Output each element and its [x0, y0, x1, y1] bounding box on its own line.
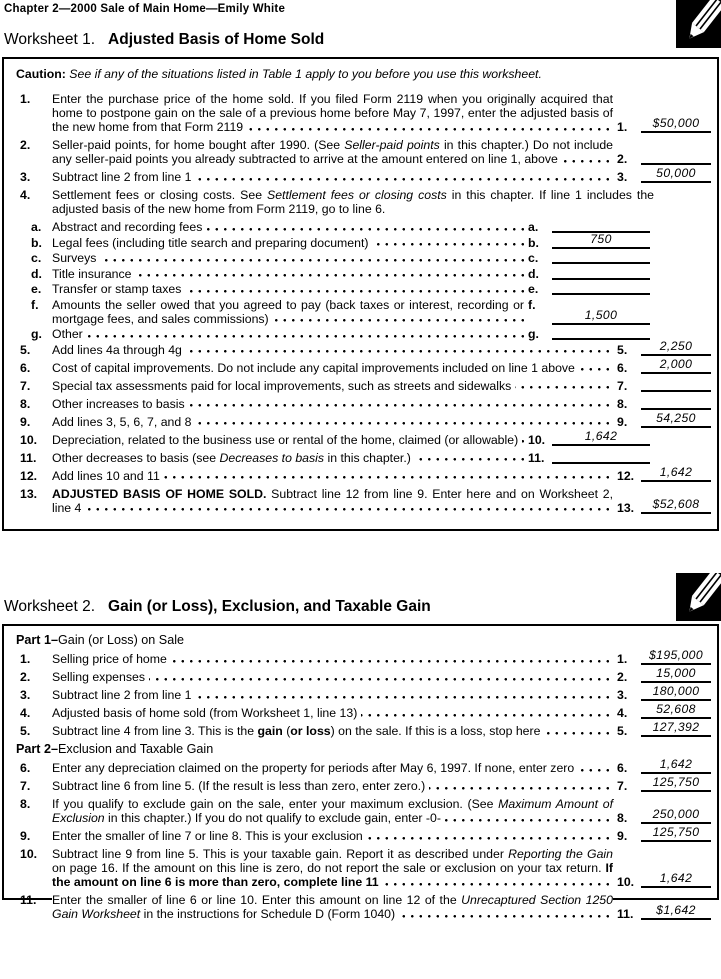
value-cell: [617, 166, 711, 184]
caution-note: [16, 67, 712, 82]
line-text: [52, 415, 195, 429]
line-number: g.: [31, 327, 42, 341]
text-segment: Subtract line 9 from line 5. This is your taxable gain. Report it as described under: [52, 847, 509, 861]
worksheet2-name: Gain (or Loss), Exclusion, and Taxable Gain: [108, 598, 431, 615]
value-underline: [641, 871, 711, 888]
worksheet-line-10: [14, 428, 712, 447]
value-underline: [552, 247, 650, 264]
worksheet-line-12: [14, 464, 712, 483]
text-segment: Special tax assessments paid for local improvements, such as streets and sidewalks: [52, 378, 512, 393]
text-segment: Maximum Amount of Exclusion: [52, 797, 613, 825]
line-number: 5.: [20, 724, 31, 738]
value-line-number: f.: [528, 297, 536, 312]
entered-value: $1,642: [656, 903, 696, 917]
text-segment: Settlement fees or closing costs. See: [52, 188, 268, 202]
worksheet-line-8: [14, 797, 712, 825]
pencil-icon: [676, 0, 721, 48]
line-text: [52, 361, 579, 375]
text-segment: Other: [52, 327, 83, 341]
line-number: 13.: [20, 486, 38, 501]
line-number: a.: [31, 220, 42, 234]
value-cell: [617, 684, 711, 702]
entered-value: 127,392: [652, 720, 700, 734]
worksheet-line-4: [14, 702, 712, 720]
text-segment: Selling expenses: [52, 670, 145, 684]
value-underline: [641, 116, 711, 133]
text-segment: Other decreases to basis (see: [52, 450, 220, 465]
line-description: [52, 893, 613, 921]
value-line-number: a.: [528, 220, 539, 234]
value-underline: [641, 807, 711, 824]
value-underline: [552, 263, 650, 280]
text-segment: Transfer or stamp taxes: [52, 282, 182, 296]
line-text: [52, 188, 654, 216]
pencil-icon: [676, 573, 721, 621]
value-underline: [641, 497, 711, 514]
worksheet1-rows: [14, 92, 712, 515]
entered-value: 125,750: [652, 825, 700, 839]
line-description: [52, 451, 524, 465]
text-segment: Reporting the Gain: [508, 847, 613, 861]
line-description: [52, 706, 613, 720]
value-line-number: 9.: [617, 414, 628, 429]
line-text: [52, 92, 613, 134]
value-line-number: 12.: [617, 468, 635, 483]
text-segment: Legal fees (including title search and preparing document): [52, 235, 369, 250]
value-cell: [617, 397, 711, 411]
value-underline: [641, 148, 711, 165]
line-description: [52, 251, 524, 265]
value-cell: [528, 327, 650, 341]
line-number: 2.: [20, 138, 31, 152]
value-underline: [641, 825, 711, 842]
line-text: [52, 267, 136, 281]
entered-value: 180,000: [652, 684, 700, 698]
value-line-number: 10.: [617, 875, 635, 889]
line-description: [52, 415, 613, 429]
line-description: [52, 361, 613, 375]
text-segment: Exclusion and Taxable Gain: [58, 742, 214, 756]
line-description: [52, 779, 613, 793]
worksheet-line-9: [14, 825, 712, 843]
line-text: [52, 652, 171, 666]
text-segment: Adjusted basis of home sold (from Worksheet 1, line 13): [52, 706, 358, 720]
worksheet-line-3: [14, 166, 712, 184]
value-line-number: 2.: [617, 670, 628, 684]
worksheet-line-10: [14, 847, 712, 889]
line-description: [52, 433, 524, 447]
text-segment: Other increases to basis: [52, 396, 185, 411]
value-cell: [617, 410, 711, 429]
line-text: [52, 797, 613, 825]
value-underline: [552, 447, 650, 464]
value-underline: [641, 357, 711, 374]
text-segment: Seller-paid points: [344, 138, 440, 152]
entered-value: 2,000: [659, 356, 693, 371]
text-segment: Unrecaptured Section 1250 Gain Worksheet: [52, 893, 613, 921]
entered-value: 54,250: [656, 410, 696, 425]
text-segment: ADJUSTED BASIS OF HOME SOLD.: [52, 486, 267, 501]
value-cell: [617, 702, 711, 720]
value-underline: [641, 702, 711, 719]
value-line-number: b.: [528, 235, 539, 250]
value-underline: [641, 648, 711, 665]
line-number: 3.: [20, 688, 31, 702]
value-underline: [641, 903, 711, 920]
entered-value: 1,500: [584, 307, 618, 322]
text-segment: Abstract and recording fees: [52, 220, 203, 234]
text-segment: Add lines 10 and 11: [52, 468, 160, 483]
worksheet-line-2: [14, 138, 712, 166]
line-number: b.: [31, 235, 42, 250]
value-cell: [617, 775, 711, 793]
worksheet-line-8: [14, 397, 712, 411]
line-number: 7.: [20, 779, 31, 793]
worksheet1-name: Adjusted Basis of Home Sold: [108, 31, 325, 48]
text-segment: in the instructions for Schedule D (Form 1040): [140, 907, 396, 921]
line-number: 1.: [20, 92, 31, 106]
value-underline: [641, 166, 711, 183]
line-description: [52, 138, 613, 166]
text-segment: Enter the smaller of line 6 or line 10. Enter this amount on line 12 of the: [52, 893, 462, 907]
text-segment: Enter the purchase price of the home sold. If you filed Form 2119 when you originally acquired that home to postpone gain on the sale of a previous home before May 7, 1997, enter the adjusted basis of the new home from that Form 2119: [52, 92, 613, 134]
value-cell: [617, 648, 711, 666]
value-line-number: 11.: [528, 450, 545, 465]
line-number: 9.: [20, 414, 31, 429]
line-text: [52, 282, 185, 296]
value-underline: [552, 278, 650, 295]
line-text: [52, 670, 149, 684]
value-cell: [617, 797, 711, 825]
text-segment: Decreases to basis: [219, 450, 325, 465]
value-line-number: 2.: [617, 152, 628, 166]
entered-value: 1,642: [584, 428, 618, 443]
line-text: [52, 327, 87, 341]
value-cell: [617, 92, 711, 134]
line-number: 8.: [20, 396, 31, 411]
value-line-number: 10.: [528, 432, 546, 447]
line-text: [52, 251, 100, 265]
chapter-header: Chapter 2—2000 Sale of Main Home—Emily White: [4, 3, 286, 15]
value-cell: [617, 720, 711, 738]
line-number: 11.: [20, 450, 37, 465]
worksheet-line-5: [14, 338, 712, 357]
worksheet2-rows: [14, 633, 712, 921]
value-cell: [617, 666, 711, 684]
text-segment: ) on the sale. If this is a loss, stop here: [330, 724, 541, 738]
line-text: [52, 220, 206, 234]
value-cell: [617, 338, 711, 357]
value-cell: [528, 282, 650, 296]
line-number: 6.: [20, 761, 31, 775]
worksheet-line-f: [14, 298, 712, 326]
line-text: [52, 236, 373, 250]
text-segment: Seller-paid points, for home bought after 1990. (See: [52, 138, 345, 152]
line-description: [52, 343, 613, 357]
line-text: [52, 469, 164, 483]
value-cell: [617, 757, 711, 775]
text-segment: Gain (or Loss) on Sale: [58, 633, 185, 647]
line-number: c.: [31, 251, 42, 265]
text-segment: Enter any depreciation claimed on the property for periods after May 6, 1997. If none, enter zero: [52, 761, 575, 775]
line-text: [52, 451, 415, 465]
worksheet-line-11: [14, 451, 712, 465]
line-number: 4.: [20, 188, 31, 202]
value-cell: [617, 356, 711, 375]
value-line-number: 13.: [617, 500, 635, 515]
value-line-number: 1.: [617, 652, 628, 666]
value-line-number: 9.: [617, 829, 628, 843]
worksheet-line-13: [14, 487, 712, 515]
line-number: d.: [31, 266, 42, 281]
line-description: [52, 236, 524, 250]
line-text: [52, 379, 515, 393]
line-number: 10.: [20, 432, 38, 447]
line-number: 3.: [20, 170, 31, 184]
text-segment: in this chapter.) Do not include any seller-paid points you already subtracted to arrive at the amount entered on line 1, above: [52, 138, 614, 166]
value-cell: [617, 847, 711, 889]
entered-value: 1,642: [659, 757, 693, 771]
line-description: [52, 92, 613, 134]
entered-value: 15,000: [656, 666, 696, 680]
value-line-number: 11.: [617, 907, 634, 921]
text-segment: in this chapter.): [324, 450, 411, 465]
text-segment: Settlement fees or closing costs: [267, 188, 447, 202]
value-underline: [641, 339, 711, 356]
value-underline: [641, 411, 711, 428]
worksheet1-label: Worksheet 1.: [4, 31, 96, 48]
text-segment: Part 2–: [16, 742, 59, 756]
value-line-number: d.: [528, 266, 539, 281]
worksheet-line-e: [14, 282, 712, 296]
value-line-number: c.: [528, 251, 539, 265]
text-segment: Subtract line 6 from line 5. (If the result is less than zero, enter zero.): [52, 779, 426, 793]
line-text: [52, 170, 195, 184]
value-cell: [528, 298, 650, 326]
text-segment: Subtract line 2 from line 1: [52, 170, 192, 184]
text-segment: Add lines 3, 5, 6, 7, and 8: [52, 414, 192, 429]
text-segment: Surveys: [52, 251, 97, 265]
value-cell: [617, 138, 711, 166]
value-underline: [552, 429, 650, 446]
value-underline: [641, 720, 711, 737]
line-text: [52, 397, 189, 411]
line-text: [52, 138, 613, 166]
worksheet2-box: [2, 624, 719, 921]
text-segment: Cost of capital improvements. Do not include any capital improvements included on line 1 above: [52, 360, 575, 375]
entered-value: 750: [590, 231, 612, 246]
line-number: 4.: [20, 706, 31, 720]
line-description: [52, 652, 613, 666]
value-underline: [641, 393, 711, 410]
text-segment: If the amount on line 6 is more than zero, complete line 11: [52, 861, 613, 889]
value-line-number: 8.: [617, 811, 628, 825]
value-underline: [552, 308, 650, 325]
text-segment: Depreciation, related to the business use or rental of the home, claimed (or allowable): [52, 432, 519, 447]
text-segment: If you qualify to exclude gain on the sale, enter your maximum exclusion. (See: [52, 797, 499, 811]
line-text: [52, 779, 429, 793]
entered-value: 52,608: [656, 702, 696, 716]
line-text: [52, 724, 544, 738]
text-segment: gain: [257, 724, 283, 738]
value-cell: [617, 487, 711, 515]
text-segment: or loss: [290, 724, 331, 738]
line-description: [52, 797, 613, 825]
entered-value: 1,642: [659, 871, 693, 885]
line-description: [52, 397, 613, 411]
line-number: f.: [31, 297, 39, 312]
value-line-number: 8.: [617, 396, 628, 411]
text-segment: on page 16. If the amount on this line is zero, do not report the sale or exclusion on your tax return.: [52, 861, 606, 875]
line-text: [52, 688, 195, 702]
entered-value: 125,750: [652, 775, 700, 789]
value-line-number: 5.: [617, 342, 628, 357]
line-text: [52, 706, 361, 720]
worksheet-line-3: [14, 684, 712, 702]
caution-label: Caution:: [16, 67, 66, 81]
line-number: 11.: [20, 893, 37, 907]
line-description: [52, 847, 613, 889]
text-segment: in this chapter. If line 1 includes the adjusted basis of the new home from Form 2119, go to line 6.: [52, 188, 654, 216]
value-line-number: 1.: [617, 120, 628, 134]
worksheet-line-6: [14, 356, 712, 375]
line-text: [52, 298, 524, 326]
line-text: [52, 761, 578, 775]
worksheet-line-6: [14, 757, 712, 775]
line-description: [52, 487, 613, 515]
line-text: [52, 487, 613, 515]
line-description: [52, 670, 613, 684]
text-segment: Enter the smaller of line 7 or line 8. This is your exclusion: [52, 829, 363, 843]
line-description: [52, 327, 524, 341]
value-line-number: e.: [528, 282, 539, 296]
value-line-number: 7.: [617, 779, 628, 793]
value-line-number: g.: [528, 327, 539, 341]
worksheet-line-11: [14, 893, 712, 921]
value-cell: [528, 451, 650, 465]
text-segment: Add lines 4a through 4g: [52, 342, 182, 357]
line-number: 9.: [20, 829, 31, 843]
entered-value: 1,642: [659, 464, 693, 479]
value-line-number: 6.: [617, 761, 628, 775]
value-line-number: 3.: [617, 170, 628, 184]
entered-value: 250,000: [652, 807, 700, 821]
value-line-number: 4.: [617, 706, 628, 720]
text-segment: Part 1–: [16, 633, 59, 647]
value-underline: [641, 684, 711, 701]
worksheet-line-2: [14, 666, 712, 684]
value-underline: [552, 232, 650, 249]
text-segment: Subtract line 4 from line 3. This is the: [52, 724, 258, 738]
worksheet-line-1: [14, 648, 712, 666]
line-description: [52, 761, 613, 775]
value-cell: [617, 464, 711, 483]
worksheet-line-g: [14, 327, 712, 341]
line-description: [52, 298, 524, 326]
value-cell: [617, 825, 711, 843]
line-description: [52, 220, 524, 234]
line-description: [52, 469, 613, 483]
text-segment: Subtract line 2 from line 1: [52, 688, 192, 702]
line-text: [52, 847, 613, 889]
worksheet-line-1: [14, 92, 712, 134]
value-cell: [617, 379, 711, 393]
value-underline: [552, 323, 650, 340]
text-segment: in this chapter.) If you do not qualify to exclude gain, enter -0-: [104, 811, 441, 825]
text-segment: Selling price of home: [52, 652, 167, 666]
text-segment: Subtract line 12 from line 9. Enter here and on Worksheet 2, line 4: [52, 486, 613, 515]
line-description: [52, 188, 654, 216]
line-number: 2.: [20, 670, 31, 684]
text-segment: Title insurance: [52, 266, 132, 281]
worksheet2-title: [4, 598, 431, 616]
entered-value: $52,608: [652, 496, 700, 511]
value-line-number: 6.: [617, 360, 628, 375]
entered-value: 2,250: [659, 338, 693, 353]
value-cell: [528, 428, 650, 447]
value-underline: [641, 465, 711, 482]
worksheet-line-5: [14, 720, 712, 738]
line-description: [52, 170, 613, 184]
entered-value: $195,000: [648, 648, 704, 662]
value-underline: [641, 375, 711, 392]
line-number: 1.: [20, 652, 31, 666]
line-number: 12.: [20, 468, 38, 483]
line-text: [52, 893, 613, 921]
value-line-number: 3.: [617, 688, 628, 702]
value-underline: [641, 775, 711, 792]
caution-text: See if any of the situations listed in Table 1 apply to you before you use this worksheet.: [69, 67, 542, 81]
worksheet-line-7: [14, 775, 712, 793]
part-heading: [16, 633, 712, 648]
worksheet1-title: [4, 31, 324, 49]
value-line-number: 5.: [617, 724, 628, 738]
line-description: [52, 282, 524, 296]
text-segment: Amounts the seller owed that you agreed to pay (back taxes or interest, recording or mortgage fees, and sales commissions): [52, 297, 524, 326]
worksheet-line-9: [14, 410, 712, 429]
line-number: 5.: [20, 342, 31, 357]
line-text: [52, 343, 186, 357]
worksheet-line-7: [14, 379, 712, 393]
worksheet-line-4: [14, 188, 712, 216]
entered-value: $50,000: [652, 116, 700, 130]
part-heading: [16, 742, 712, 757]
value-underline: [552, 216, 650, 233]
line-description: [52, 724, 613, 738]
line-number: 8.: [20, 797, 31, 811]
value-underline: [641, 757, 711, 774]
line-number: 10.: [20, 847, 38, 861]
line-text: [52, 829, 367, 843]
line-description: [52, 829, 613, 843]
worksheet2-label: Worksheet 2.: [4, 598, 96, 615]
text-segment: (: [282, 724, 291, 738]
line-description: [52, 379, 613, 393]
line-text: [52, 433, 522, 447]
line-number: e.: [31, 282, 42, 296]
line-description: [52, 688, 613, 702]
line-number: 7.: [20, 378, 31, 393]
line-number: 6.: [20, 360, 31, 375]
entered-value: 50,000: [656, 166, 696, 180]
worksheet1-box: [2, 57, 719, 531]
line-description: [52, 267, 524, 281]
value-underline: [641, 666, 711, 683]
value-cell: [617, 893, 711, 921]
value-line-number: 7.: [617, 378, 628, 393]
